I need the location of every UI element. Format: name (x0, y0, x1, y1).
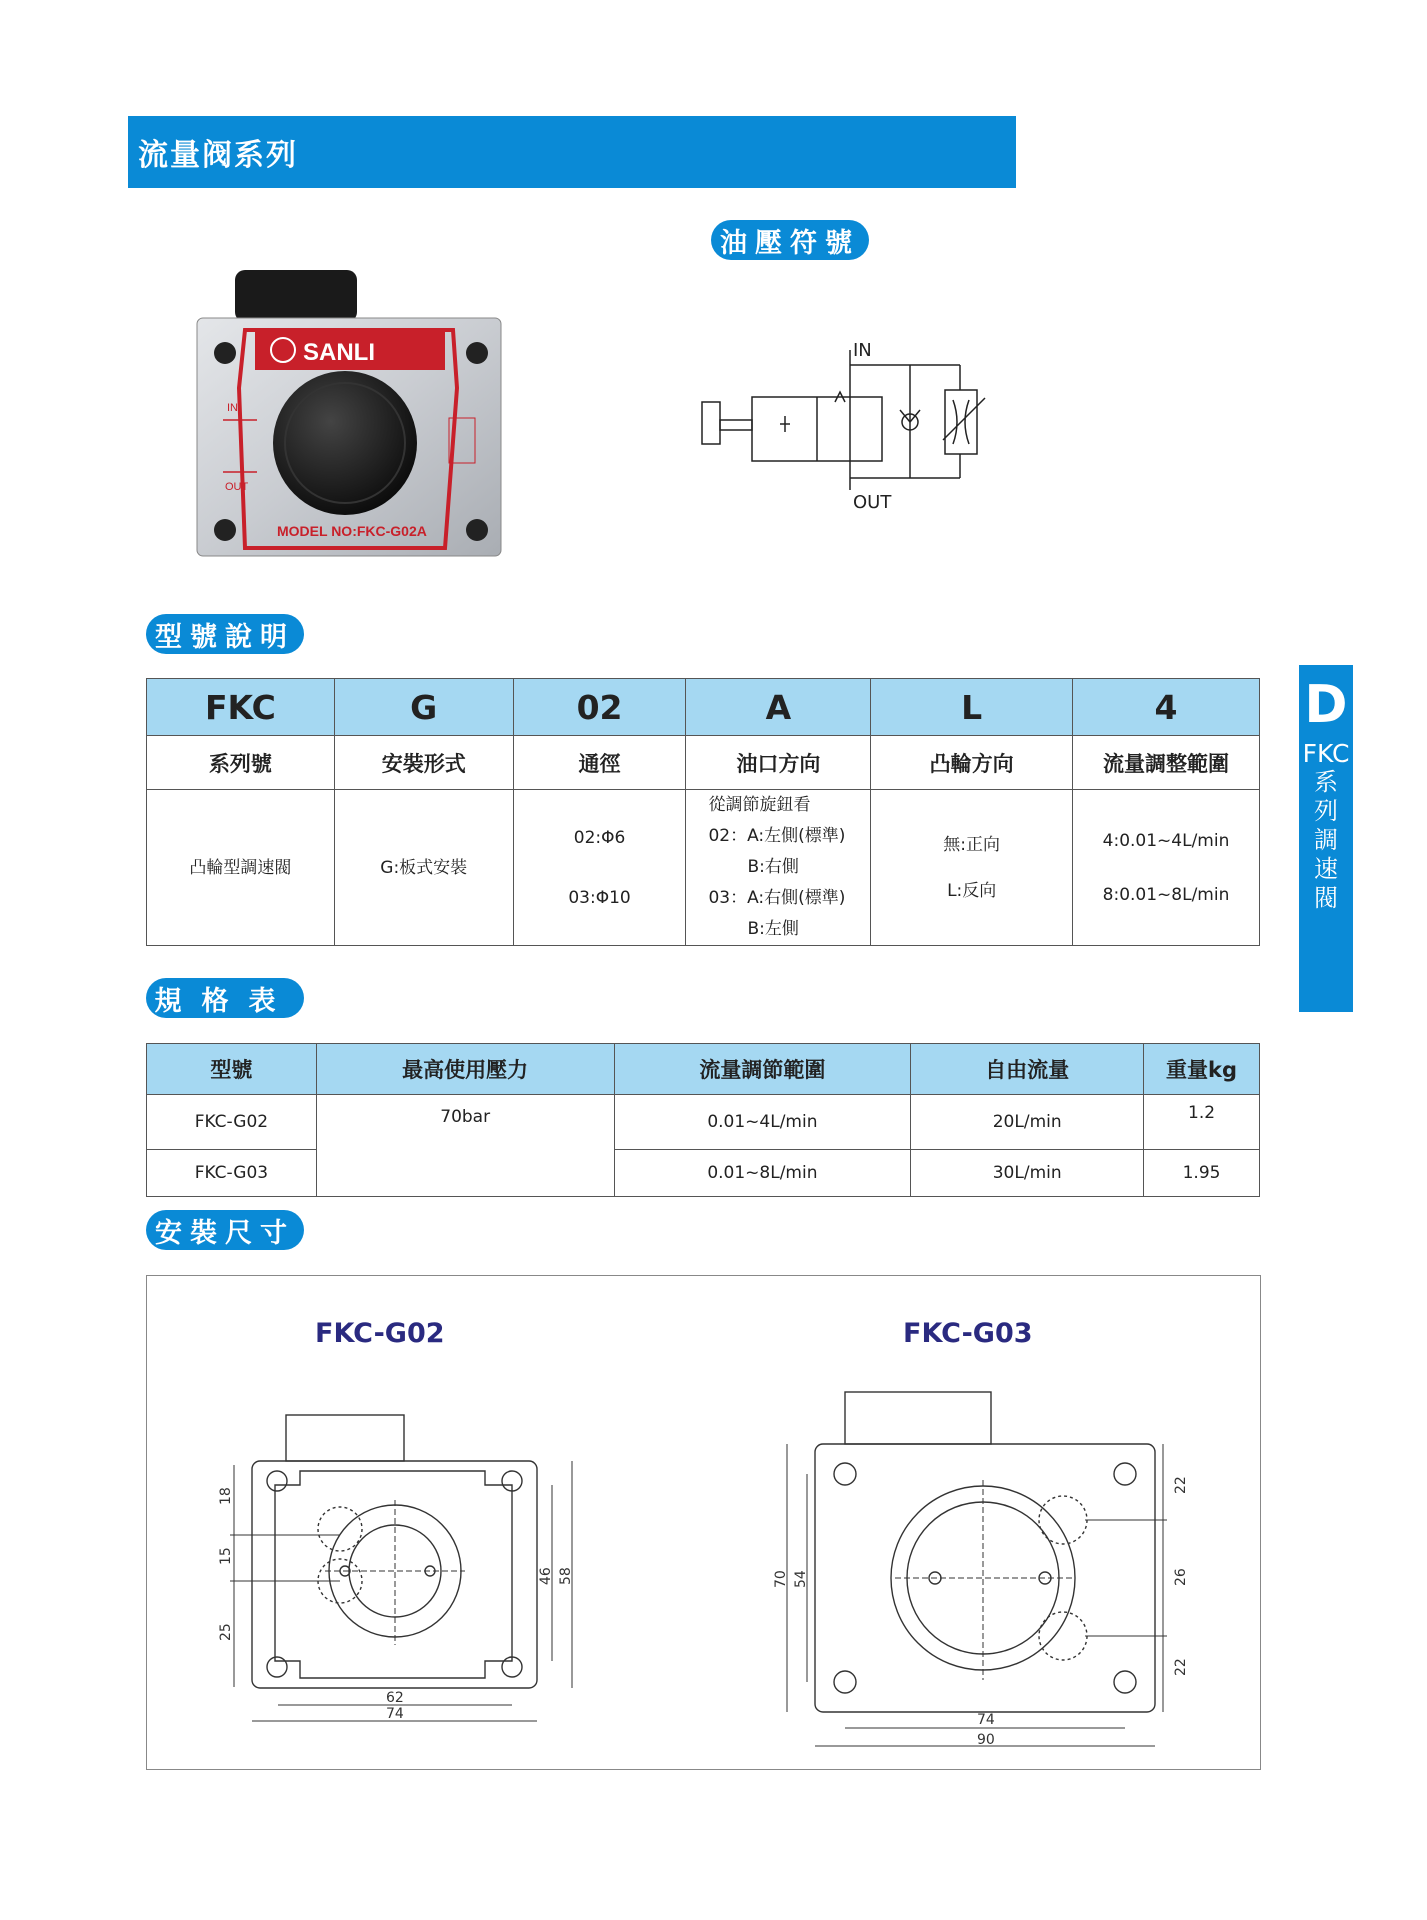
section-dimension-title: 安裝尺寸 (146, 1210, 304, 1250)
model-code-cell: A (686, 679, 871, 736)
model-series-value: 凸輪型調速閥 (147, 790, 335, 946)
table-row (147, 1095, 1260, 1150)
spec-model: FKC-G02 (147, 1095, 317, 1150)
g03-title: FKC-G03 (903, 1318, 1033, 1349)
model-mount-value: G:板式安裝 (334, 790, 513, 946)
spec-table (146, 1043, 1260, 1197)
spec-range: 0.01~8L/min (614, 1150, 911, 1197)
model-code-cell: FKC (147, 679, 335, 736)
symbol-out-label: OUT (853, 492, 892, 513)
spec-flow: 20L/min (911, 1095, 1144, 1150)
g03-dimension-drawing (755, 1390, 1195, 1760)
g02-dim-bottom: 62 (386, 1690, 404, 1706)
spec-header: 最高使用壓力 (316, 1044, 614, 1095)
g03-dim-left: 70 (773, 1570, 789, 1588)
spec-flow: 30L/min (911, 1150, 1144, 1197)
g03-dim-left: 54 (793, 1570, 809, 1588)
model-label-cell: 通徑 (513, 736, 686, 790)
banner-title: 流量阀系列 (138, 138, 298, 173)
product-brand: SANLI (303, 339, 375, 366)
section-spec-title: 規格表 (146, 978, 304, 1018)
model-code-cell: 02 (513, 679, 686, 736)
spec-model: FKC-G03 (147, 1150, 317, 1197)
g02-dim-left: 25 (218, 1623, 234, 1641)
side-tab-char: 系 (1314, 768, 1338, 796)
side-tab-char: 列 (1314, 797, 1338, 825)
spec-header: 重量kg (1144, 1044, 1260, 1095)
table-row (147, 1150, 1260, 1197)
side-tab-letter: D (1304, 675, 1348, 735)
spec-header: 流量調節範圍 (614, 1044, 911, 1095)
spec-range: 0.01~4L/min (614, 1095, 911, 1150)
spec-header: 自由流量 (911, 1044, 1144, 1095)
model-flow-value: 4:0.01~4L/min 8:0.01~8L/min (1073, 790, 1260, 946)
product-in-label: IN (227, 402, 238, 414)
side-tab-series: FKC (1302, 739, 1350, 768)
model-label-cell: 安裝形式 (334, 736, 513, 790)
hydraulic-symbol-diagram (695, 340, 1055, 520)
model-code-cell: G (334, 679, 513, 736)
section-symbol-title: 油壓符號 (711, 220, 869, 260)
model-cam-value: 無:正向 L:反向 (871, 790, 1073, 946)
side-tab (1299, 665, 1353, 1012)
model-code-cell: 4 (1073, 679, 1260, 736)
g02-dim-left: 15 (218, 1547, 234, 1565)
model-size-value: 02:Φ6 03:Φ10 (513, 790, 686, 946)
section-model-title: 型號說明 (146, 614, 304, 654)
product-out-label: OUT (225, 481, 249, 493)
side-tab-char: 閥 (1314, 884, 1338, 912)
g02-dim-right: 46 (538, 1567, 554, 1585)
g02-dim-bottom: 74 (386, 1706, 404, 1722)
spec-weight: 1.2 (1144, 1095, 1260, 1150)
symbol-in-label: IN (853, 340, 872, 361)
g03-dim-right: 22 (1173, 1476, 1189, 1494)
product-photo (195, 268, 505, 560)
spec-header: 型號 (147, 1044, 317, 1095)
model-label-cell: 凸輪方向 (871, 736, 1073, 790)
model-code-cell: L (871, 679, 1073, 736)
model-code-table (146, 678, 1260, 946)
g03-dim-bottom: 90 (977, 1732, 995, 1748)
model-label-cell: 油口方向 (686, 736, 871, 790)
spec-pressure: 70bar (316, 1095, 614, 1197)
product-model-label: MODEL NO:FKC-G02A (277, 523, 427, 539)
model-port-value: 從調節旋鈕看 02：A:左側(標準) B:右側 03：A:右側(標準) B:左側 (686, 790, 871, 946)
g02-dimension-drawing (200, 1405, 590, 1725)
model-label-cell: 系列號 (147, 736, 335, 790)
g03-dim-right: 22 (1173, 1658, 1189, 1676)
g03-dim-bottom: 74 (977, 1712, 995, 1728)
g02-dim-right: 58 (558, 1567, 574, 1585)
model-label-cell: 流量調整範圍 (1073, 736, 1260, 790)
g02-dim-left: 18 (218, 1487, 234, 1505)
g02-title: FKC-G02 (315, 1318, 445, 1349)
spec-weight: 1.95 (1144, 1150, 1260, 1197)
g03-dim-right: 26 (1173, 1568, 1189, 1586)
side-tab-char: 速 (1314, 855, 1338, 883)
page-banner (128, 116, 1016, 188)
side-tab-char: 調 (1314, 826, 1338, 854)
